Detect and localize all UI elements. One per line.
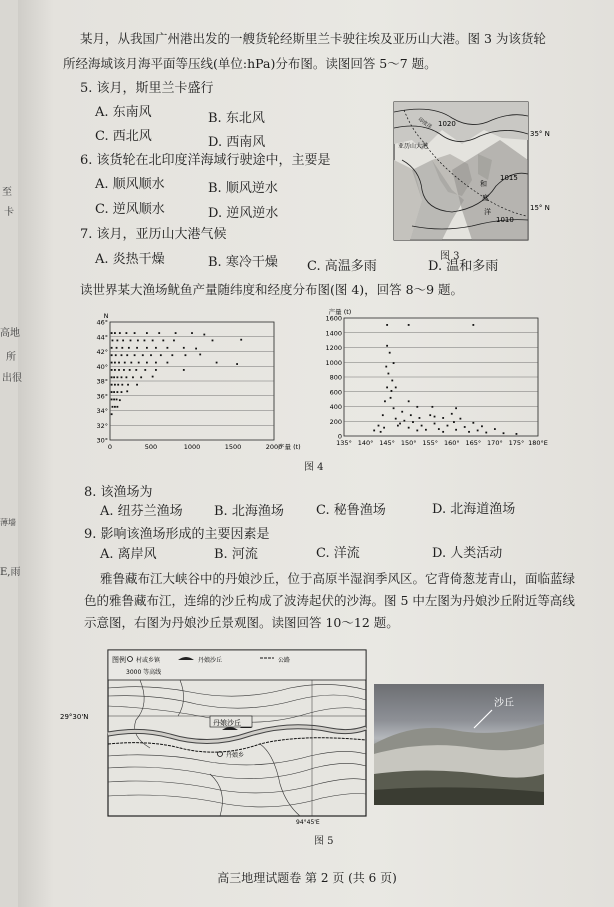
y-tick-label: 1000 — [325, 358, 342, 367]
figure-3-isobar-map — [392, 100, 552, 244]
data-point — [155, 369, 157, 371]
data-point — [130, 340, 132, 342]
data-point — [126, 354, 128, 356]
figure-4-latitude-chart — [86, 306, 316, 454]
data-point — [127, 384, 129, 386]
data-point — [494, 428, 496, 430]
data-point — [468, 431, 470, 433]
x-tick-label: 140° — [357, 439, 374, 447]
y-tick-label: 800 — [329, 373, 342, 382]
q5-option-b[interactable]: B. 东北风 — [208, 111, 265, 126]
data-point — [111, 413, 113, 415]
figure-5-contour-map — [60, 644, 372, 826]
q6-option-b[interactable]: B. 顺风逆水 — [208, 181, 278, 196]
question-7-stem: 7. 该月，亚历山大港气候 — [80, 227, 227, 242]
y-tick-label: 46° — [96, 318, 108, 327]
data-point — [171, 354, 173, 356]
data-point — [410, 414, 412, 416]
dune-landscape-photo — [374, 684, 544, 805]
q6-option-a[interactable]: A. 顺风顺水 — [95, 177, 165, 192]
x-tick-label: 0 — [107, 443, 113, 451]
data-point — [397, 425, 399, 427]
data-point — [434, 423, 436, 425]
y-tick-label: 400 — [329, 403, 342, 411]
data-point — [150, 354, 152, 356]
data-point — [485, 432, 487, 434]
x-tick-label: 135° — [336, 439, 352, 447]
legend-title: 图例 — [112, 656, 126, 664]
data-point — [111, 347, 113, 349]
figure-4-intro: 读世界某大渔场鱿鱼产量随纬度和经度分布图(图 4)，回答 8～9 题。 — [80, 282, 464, 297]
y-tick-label: 0 — [337, 432, 342, 441]
data-point — [388, 373, 390, 375]
data-point — [195, 348, 197, 350]
sea-char: 洋 — [484, 208, 491, 216]
data-point — [121, 347, 123, 349]
data-point — [114, 362, 116, 364]
y-tick-label: 30° — [96, 436, 108, 445]
longitude-label: 94°45'E — [296, 819, 320, 826]
q5-option-c[interactable]: C. 西北风 — [95, 129, 152, 144]
data-point — [183, 347, 185, 349]
question-5-stem: 5. 该月，斯里兰卡盛行 — [80, 81, 214, 96]
data-point — [173, 340, 175, 342]
data-point — [116, 406, 118, 408]
data-point — [385, 366, 387, 368]
x-axis-label: 产量 (t) — [278, 443, 301, 451]
data-point — [464, 426, 466, 428]
q5-option-a[interactable]: A. 东南风 — [95, 105, 152, 120]
data-point — [111, 369, 113, 371]
data-point — [386, 387, 388, 389]
data-point — [116, 391, 118, 393]
q5-option-d[interactable]: D. 西南风 — [208, 135, 266, 150]
data-point — [455, 407, 457, 409]
data-point — [393, 407, 395, 409]
x-tick-label: 1000 — [183, 443, 201, 451]
q6-option-c[interactable]: C. 逆风顺水 — [95, 202, 165, 217]
data-point — [162, 340, 164, 342]
x-tick-label: 155° — [422, 439, 439, 447]
margin-note: E,雨 — [0, 567, 21, 578]
data-point — [116, 347, 118, 349]
x-tick-label: 145° — [379, 439, 395, 447]
data-point — [134, 354, 136, 356]
latitude-label: 29°30'N — [60, 713, 89, 721]
data-point — [408, 324, 410, 326]
question-9-stem: 9. 影响该渔场形成的主要因素是 — [84, 527, 270, 542]
margin-note: 薄墙 — [0, 518, 16, 527]
data-point — [114, 384, 116, 386]
data-point — [119, 399, 121, 401]
y-axis-label: 产量 (t) — [328, 308, 352, 316]
data-point — [431, 406, 433, 408]
figure-4-caption: 图 4 — [304, 462, 324, 473]
x-tick-label: 500 — [144, 443, 158, 451]
y-tick-label: 200 — [329, 417, 342, 426]
data-point — [380, 431, 382, 433]
x-tick-label: 160° — [443, 439, 460, 447]
data-point — [212, 340, 214, 342]
data-point — [146, 347, 148, 349]
y-tick-label: 42° — [96, 348, 108, 356]
data-point — [167, 362, 169, 364]
data-point — [136, 347, 138, 349]
data-point — [390, 397, 392, 399]
data-point — [455, 429, 457, 431]
data-point — [399, 423, 401, 425]
y-tick-label: 34° — [96, 407, 108, 415]
port-label: 亚历山大港 — [398, 143, 429, 150]
data-point — [118, 369, 120, 371]
town-label: 丹娘乡 — [226, 752, 245, 759]
data-point — [191, 332, 193, 334]
data-point — [121, 354, 123, 356]
data-point — [472, 422, 474, 424]
data-point — [481, 425, 483, 427]
y-axis-label: N — [103, 312, 109, 320]
isobar-label: 1015 — [500, 174, 518, 182]
data-point — [126, 376, 128, 378]
data-point — [384, 400, 386, 402]
data-point — [111, 354, 113, 356]
data-point — [116, 340, 118, 342]
data-point — [111, 384, 113, 386]
x-tick-label: 165° — [465, 439, 482, 447]
data-point — [434, 416, 436, 418]
data-point — [183, 369, 185, 371]
data-point — [140, 376, 142, 378]
figure-5-intro-line: 示意图，右图为丹娘沙丘景观图。读图回答 10～12 题。 — [84, 615, 399, 630]
data-point — [160, 354, 162, 356]
y-tick-label: 32° — [96, 421, 108, 430]
data-point — [386, 324, 388, 326]
data-point — [113, 376, 115, 378]
q9-option-b[interactable]: B. 河流 — [214, 547, 258, 562]
data-point — [472, 324, 474, 326]
x-tick-label: 1500 — [224, 443, 242, 451]
sea-label: 印度洋 — [416, 116, 433, 131]
data-point — [155, 347, 157, 349]
x-tick-label: 180°E — [528, 439, 548, 447]
data-point — [152, 376, 154, 378]
data-point — [123, 369, 125, 371]
y-tick-label: 1200 — [325, 344, 342, 352]
data-point — [158, 332, 160, 334]
data-point — [114, 332, 116, 334]
margin-note: 所 — [6, 352, 16, 363]
data-point — [122, 340, 124, 342]
data-point — [136, 384, 138, 386]
data-point — [393, 362, 395, 364]
question-6-stem: 6. 该货轮在北印度洋海域行驶途中，主要是 — [80, 153, 331, 168]
q7-option-d[interactable]: D. 温和多雨 — [428, 259, 499, 274]
latitude-label: 15° N — [530, 204, 550, 212]
x-tick-label: 175° — [508, 439, 525, 447]
data-point — [119, 332, 121, 334]
data-point — [383, 427, 385, 429]
data-point — [389, 352, 391, 354]
data-point — [146, 362, 148, 364]
data-point — [132, 376, 134, 378]
data-point — [111, 399, 113, 401]
data-point — [236, 363, 238, 365]
data-point — [144, 369, 146, 371]
data-point — [185, 354, 187, 356]
q7-option-a[interactable]: A. 炎热干燥 — [95, 252, 165, 267]
data-point — [425, 429, 427, 431]
page-footer: 高三地理试题卷 第 2 页 (共 6 页) — [217, 871, 397, 885]
data-point — [199, 354, 201, 356]
data-point — [137, 340, 139, 342]
q8-option-b[interactable]: B. 北海渔场 — [214, 504, 284, 519]
q8-option-a[interactable]: A. 纽芬兰渔场 — [100, 504, 183, 519]
data-point — [118, 362, 120, 364]
data-point — [111, 362, 113, 364]
data-point — [111, 332, 113, 334]
data-point — [175, 332, 177, 334]
data-point — [115, 354, 117, 356]
data-point — [395, 418, 397, 420]
data-point — [391, 390, 393, 392]
data-point — [403, 420, 405, 422]
data-point — [442, 417, 444, 419]
legend-village: 村或乡镇 — [136, 657, 161, 664]
data-point — [114, 406, 116, 408]
data-point — [142, 354, 144, 356]
data-point — [112, 406, 114, 408]
figure-5-intro-line: 色的雅鲁藏布江，连绵的沙丘构成了波涛起伏的沙海。图 5 中左图为丹娘沙丘附近等高线 — [84, 593, 575, 608]
data-point — [203, 334, 205, 336]
y-tick-label: 600 — [329, 388, 342, 397]
q8-option-d[interactable]: D. 北海道渔场 — [432, 502, 516, 517]
x-tick-label: 150° — [400, 439, 417, 447]
data-point — [438, 428, 440, 430]
data-point — [391, 380, 393, 382]
legend-dune: 丹娘沙丘 — [198, 657, 223, 664]
data-point — [240, 339, 242, 341]
q9-option-c[interactable]: C. 洋流 — [316, 546, 360, 561]
margin-note: 出很 — [2, 373, 22, 384]
q6-option-d[interactable]: D. 逆风逆水 — [208, 206, 279, 221]
data-point — [126, 332, 128, 334]
data-point — [451, 413, 453, 415]
isobar-label: 1020 — [438, 120, 456, 128]
data-point — [130, 362, 132, 364]
figure-4-longitude-chart — [316, 300, 552, 452]
data-point — [135, 369, 137, 371]
data-point — [111, 376, 113, 378]
intro-line: 所经海域该月海平面等压线(单位:hPa)分布图。读图回答 5～7 题。 — [63, 56, 437, 71]
margin-note: 高地 — [0, 328, 20, 339]
data-point — [408, 427, 410, 429]
y-tick-label: 44° — [96, 333, 108, 342]
data-point — [128, 347, 130, 349]
data-point — [167, 347, 169, 349]
data-point — [124, 362, 126, 364]
data-point — [516, 433, 518, 435]
figure-3-caption: 图 3 — [440, 251, 460, 262]
data-point — [113, 399, 115, 401]
y-tick-label: 40° — [96, 362, 108, 371]
data-point — [401, 411, 403, 413]
q8-option-c[interactable]: C. 秘鲁渔场 — [316, 503, 386, 518]
data-point — [126, 390, 128, 392]
data-point — [416, 430, 418, 432]
data-point — [442, 431, 444, 433]
data-point — [144, 340, 146, 342]
data-point — [121, 384, 123, 386]
isobar-label: 1010 — [496, 216, 514, 224]
figure-5-caption: 图 5 — [314, 836, 334, 847]
question-8-stem: 8. 该渔场为 — [84, 485, 153, 500]
data-point — [129, 369, 131, 371]
y-tick-label: 36° — [96, 392, 108, 401]
data-point — [421, 425, 423, 427]
y-tick-label: 38° — [96, 377, 108, 386]
data-point — [395, 387, 397, 389]
x-tick-label: 2000 — [265, 443, 283, 451]
data-point — [112, 340, 114, 342]
data-point — [503, 432, 505, 434]
dune-label: 丹娘沙丘 — [213, 719, 241, 727]
q9-option-a[interactable]: A. 离岸风 — [100, 547, 157, 562]
data-point — [134, 332, 136, 334]
sea-char: 度 — [482, 194, 489, 202]
y-tick-label: 1400 — [325, 329, 342, 338]
margin-note: 卡 — [4, 207, 14, 218]
data-point — [412, 421, 414, 423]
data-point — [113, 391, 115, 393]
margin-note: 至 — [2, 187, 12, 198]
intro-line: 某月，从我国广州港出发的一艘货轮经斯里兰卡驶往埃及亚历山大港。图 3 为该货轮 — [80, 31, 546, 46]
dune-landscape-drawing — [374, 684, 544, 805]
sea-char: 和 — [480, 180, 487, 188]
dune-photo-label: 沙丘 — [494, 698, 514, 709]
data-point — [114, 369, 116, 371]
data-point — [138, 362, 140, 364]
data-point — [121, 376, 123, 378]
data-point — [152, 340, 154, 342]
data-point — [378, 425, 380, 427]
data-point — [453, 421, 455, 423]
data-point — [408, 400, 410, 402]
data-point — [116, 399, 118, 401]
data-point — [121, 391, 123, 393]
y-tick-label: 1600 — [325, 314, 342, 323]
data-point — [477, 430, 479, 432]
latitude-label: 35° N — [530, 130, 550, 138]
data-point — [373, 430, 375, 432]
legend-road: 公路 — [278, 657, 291, 664]
q7-option-b[interactable]: B. 寒冷干燥 — [208, 255, 278, 270]
data-point — [155, 362, 157, 364]
data-point — [117, 384, 119, 386]
data-point — [386, 345, 388, 347]
x-tick-label: 170° — [487, 439, 503, 447]
data-point — [419, 417, 421, 419]
legend-contour: 3000 等高线 — [126, 669, 162, 676]
data-point — [447, 425, 449, 427]
data-point — [382, 414, 384, 416]
data-point — [116, 376, 118, 378]
data-point — [146, 332, 148, 334]
data-point — [111, 391, 113, 393]
figure-5-intro-line: 雅鲁藏布江大峡谷中的丹娘沙丘，位于高原半湿润季风区。它背倚葱茏青山，面临蓝绿 — [100, 571, 576, 586]
data-point — [216, 362, 218, 364]
q9-option-d[interactable]: D. 人类活动 — [432, 546, 503, 561]
data-point — [416, 406, 418, 408]
data-point — [429, 414, 431, 416]
data-point — [460, 418, 462, 420]
q7-option-c[interactable]: C. 高温多雨 — [307, 259, 377, 274]
